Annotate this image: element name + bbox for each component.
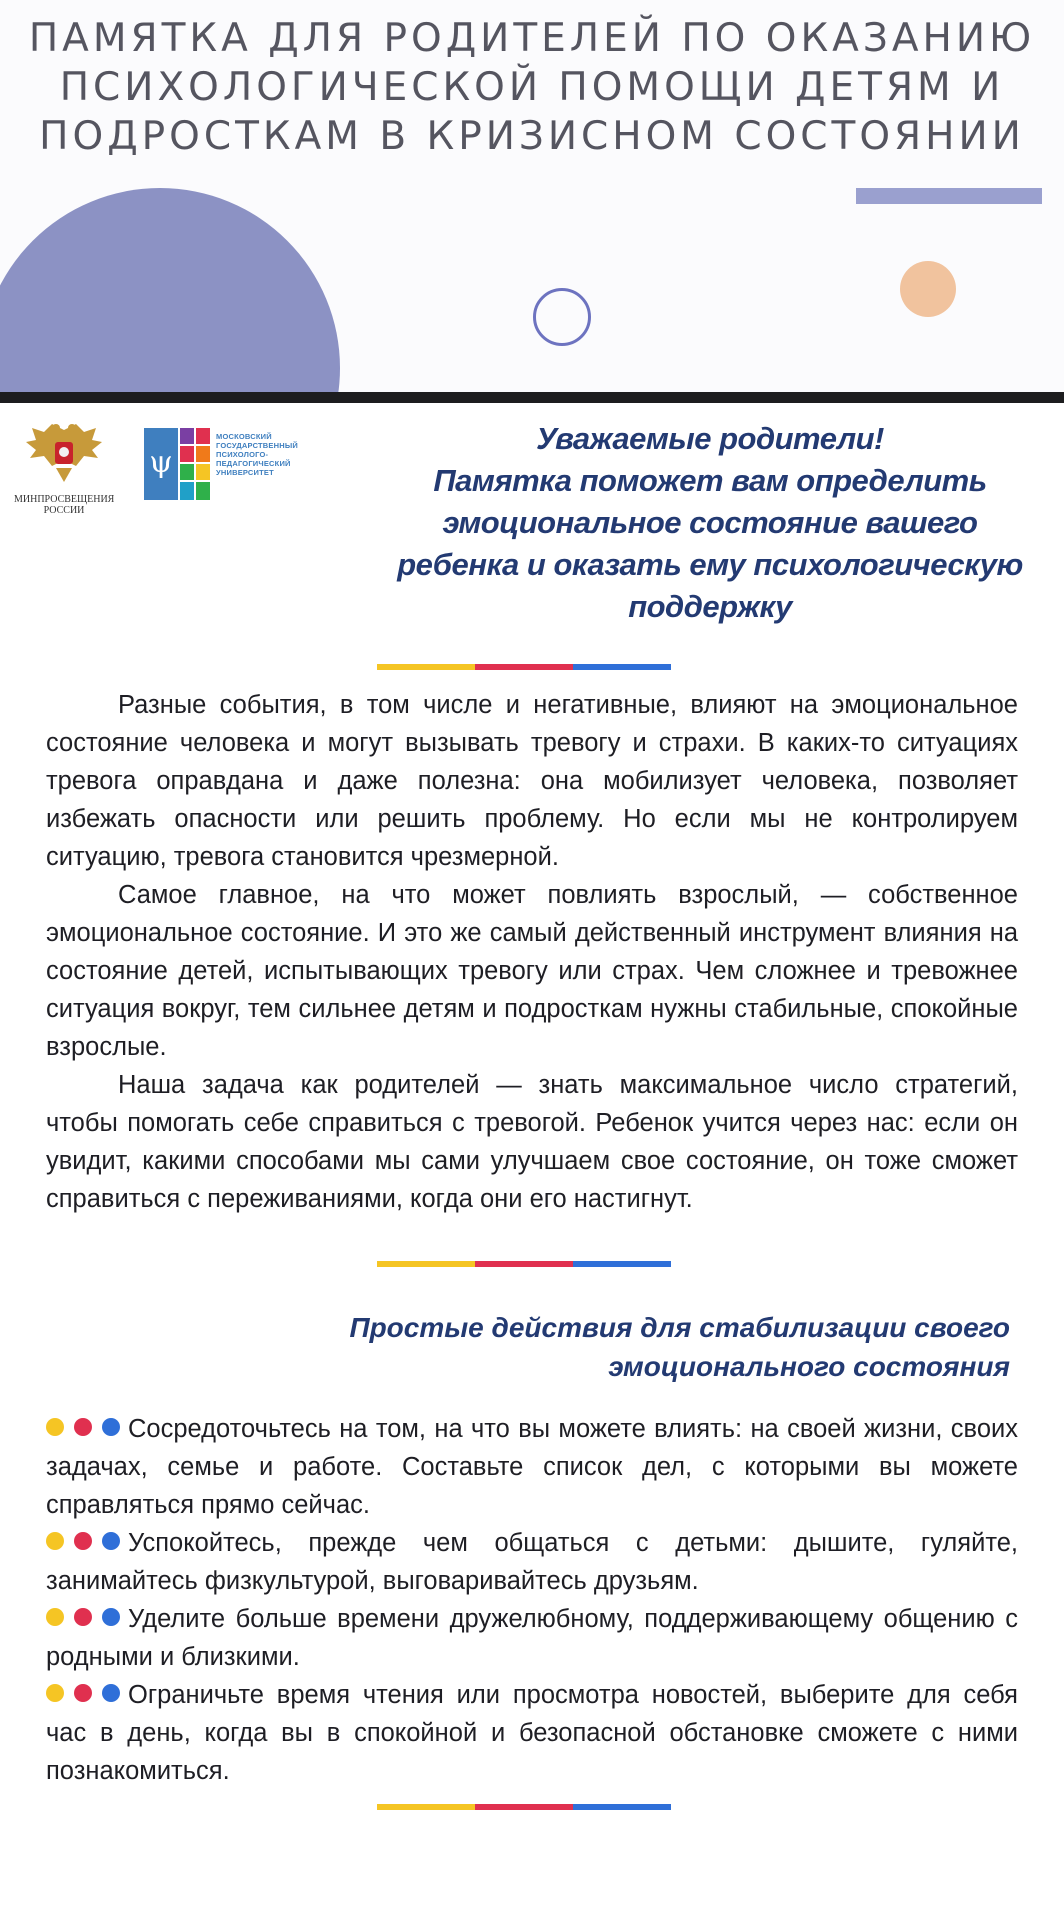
decorative-dot (900, 261, 956, 317)
intro-heading-line: ребенка и оказать ему психологическую (397, 547, 1023, 582)
decorative-semicircle (0, 188, 340, 392)
university-caption: МОСКОВСКИЙ ГОСУДАРСТВЕННЫЙ ПСИХОЛОГО- ПЕДАГОГИЧЕСКИЙ УНИВЕРСИТЕТ (216, 432, 298, 477)
ministry-logo (14, 420, 114, 516)
page-title-line: ПАМЯТКА ДЛЯ РОДИТЕЛЕЙ ПО ОКАЗАНИЮ (28, 16, 1036, 61)
page-title-line: ПСИХОЛОГИЧЕСКОЙ ПОМОЩИ ДЕТЯМ И (59, 65, 1005, 110)
tips-list (46, 1410, 1018, 1790)
intro-text (46, 686, 1018, 1218)
intro-heading-line: Уважаемые родители! (536, 421, 884, 456)
tricolor-dots-icon (46, 1675, 120, 1713)
paragraph: Разные события, в том числе и негативные, влияют на эмоциональное состояние человека и могут вызывать тревогу и страхи. В каких-то ситуациях тревога оправдана и даже полезна: она мобилизует человека, позволяет избежать опасности или решить проблему. Но если мы не контролируем ситуацию, тревога становится чрезмерной. (46, 691, 1018, 871)
paragraph: Наша задача как родителей — знать максимальное число стратегий, чтобы помогать себе справиться с тревогой. Ребенок учится через нас: если он увидит, какими способами мы сами улучшаем свое состояние, он тоже сможет справиться с переживаниями, когда они его настигнут. (46, 1071, 1018, 1213)
tip-text: Успокойтесь, прежде чем общаться с детьми: дышите, гуляйте, занимайтесь физкультурой, выговаривайтесь друзьям. (46, 1529, 1018, 1595)
section-heading-line: Простые действия для стабилизации своего (349, 1312, 1010, 1343)
psi-letter-icon (144, 428, 210, 500)
eagle-emblem-icon (22, 420, 106, 490)
tricolor-separator (377, 1804, 671, 1810)
section-heading-line: эмоционального состояния (608, 1351, 1010, 1382)
ministry-caption: МИНПРОСВЕЩЕНИЯ РОССИИ (14, 494, 115, 516)
tricolor-dots-icon (46, 1523, 120, 1561)
tricolor-separator (377, 664, 671, 670)
intro-heading (360, 418, 1060, 628)
intro-heading-line: эмоциональное состояние вашего (442, 505, 978, 540)
header-banner (0, 0, 1064, 392)
tricolor-dots-icon (46, 1409, 120, 1447)
list-item (46, 1410, 1018, 1524)
list-item (46, 1524, 1018, 1600)
list-item (46, 1676, 1018, 1790)
decorative-bar (856, 188, 1042, 204)
tricolor-separator (377, 1261, 671, 1267)
list-item (46, 1600, 1018, 1676)
intro-heading-line: поддержку (628, 589, 792, 624)
header-divider (0, 392, 1064, 403)
paragraph: Самое главное, на что может повлиять взрослый, — собственное эмоциональное состояние. И это же самый действенный инструмент влияния на состояние детей, испытывающих тревогу или страх. Чем сложнее и тревожнее ситуация вокруг, тем сильнее детям и подросткам нужны стабильные, спокойные взрослые. (46, 881, 1018, 1061)
tricolor-dots-icon (46, 1599, 120, 1637)
page-title-line: ПОДРОСТКАМ В КРИЗИСНОМ СОСТОЯНИИ (39, 114, 1025, 159)
decorative-ring (533, 288, 591, 346)
svg-text:ψ: ψ (149, 445, 173, 480)
section-heading (240, 1308, 1010, 1386)
intro-heading-line: Памятка поможет вам определить (433, 463, 987, 498)
tip-text: Сосредоточьтесь на том, на что вы можете влиять: на своей жизни, своих задачах, семье и работе. Составьте список дел, с которыми вы можете справляться прямо сейчас. (46, 1415, 1018, 1519)
tip-text: Ограничьте время чтения или просмотра новостей, выберите для себя час в день, когда вы в спокойной и безопасной обстановке сможете с ними познакомиться. (46, 1681, 1018, 1785)
tip-text: Уделите больше времени дружелюбному, поддерживающему общению с родными и близкими. (46, 1605, 1018, 1671)
page-title (20, 14, 1044, 161)
